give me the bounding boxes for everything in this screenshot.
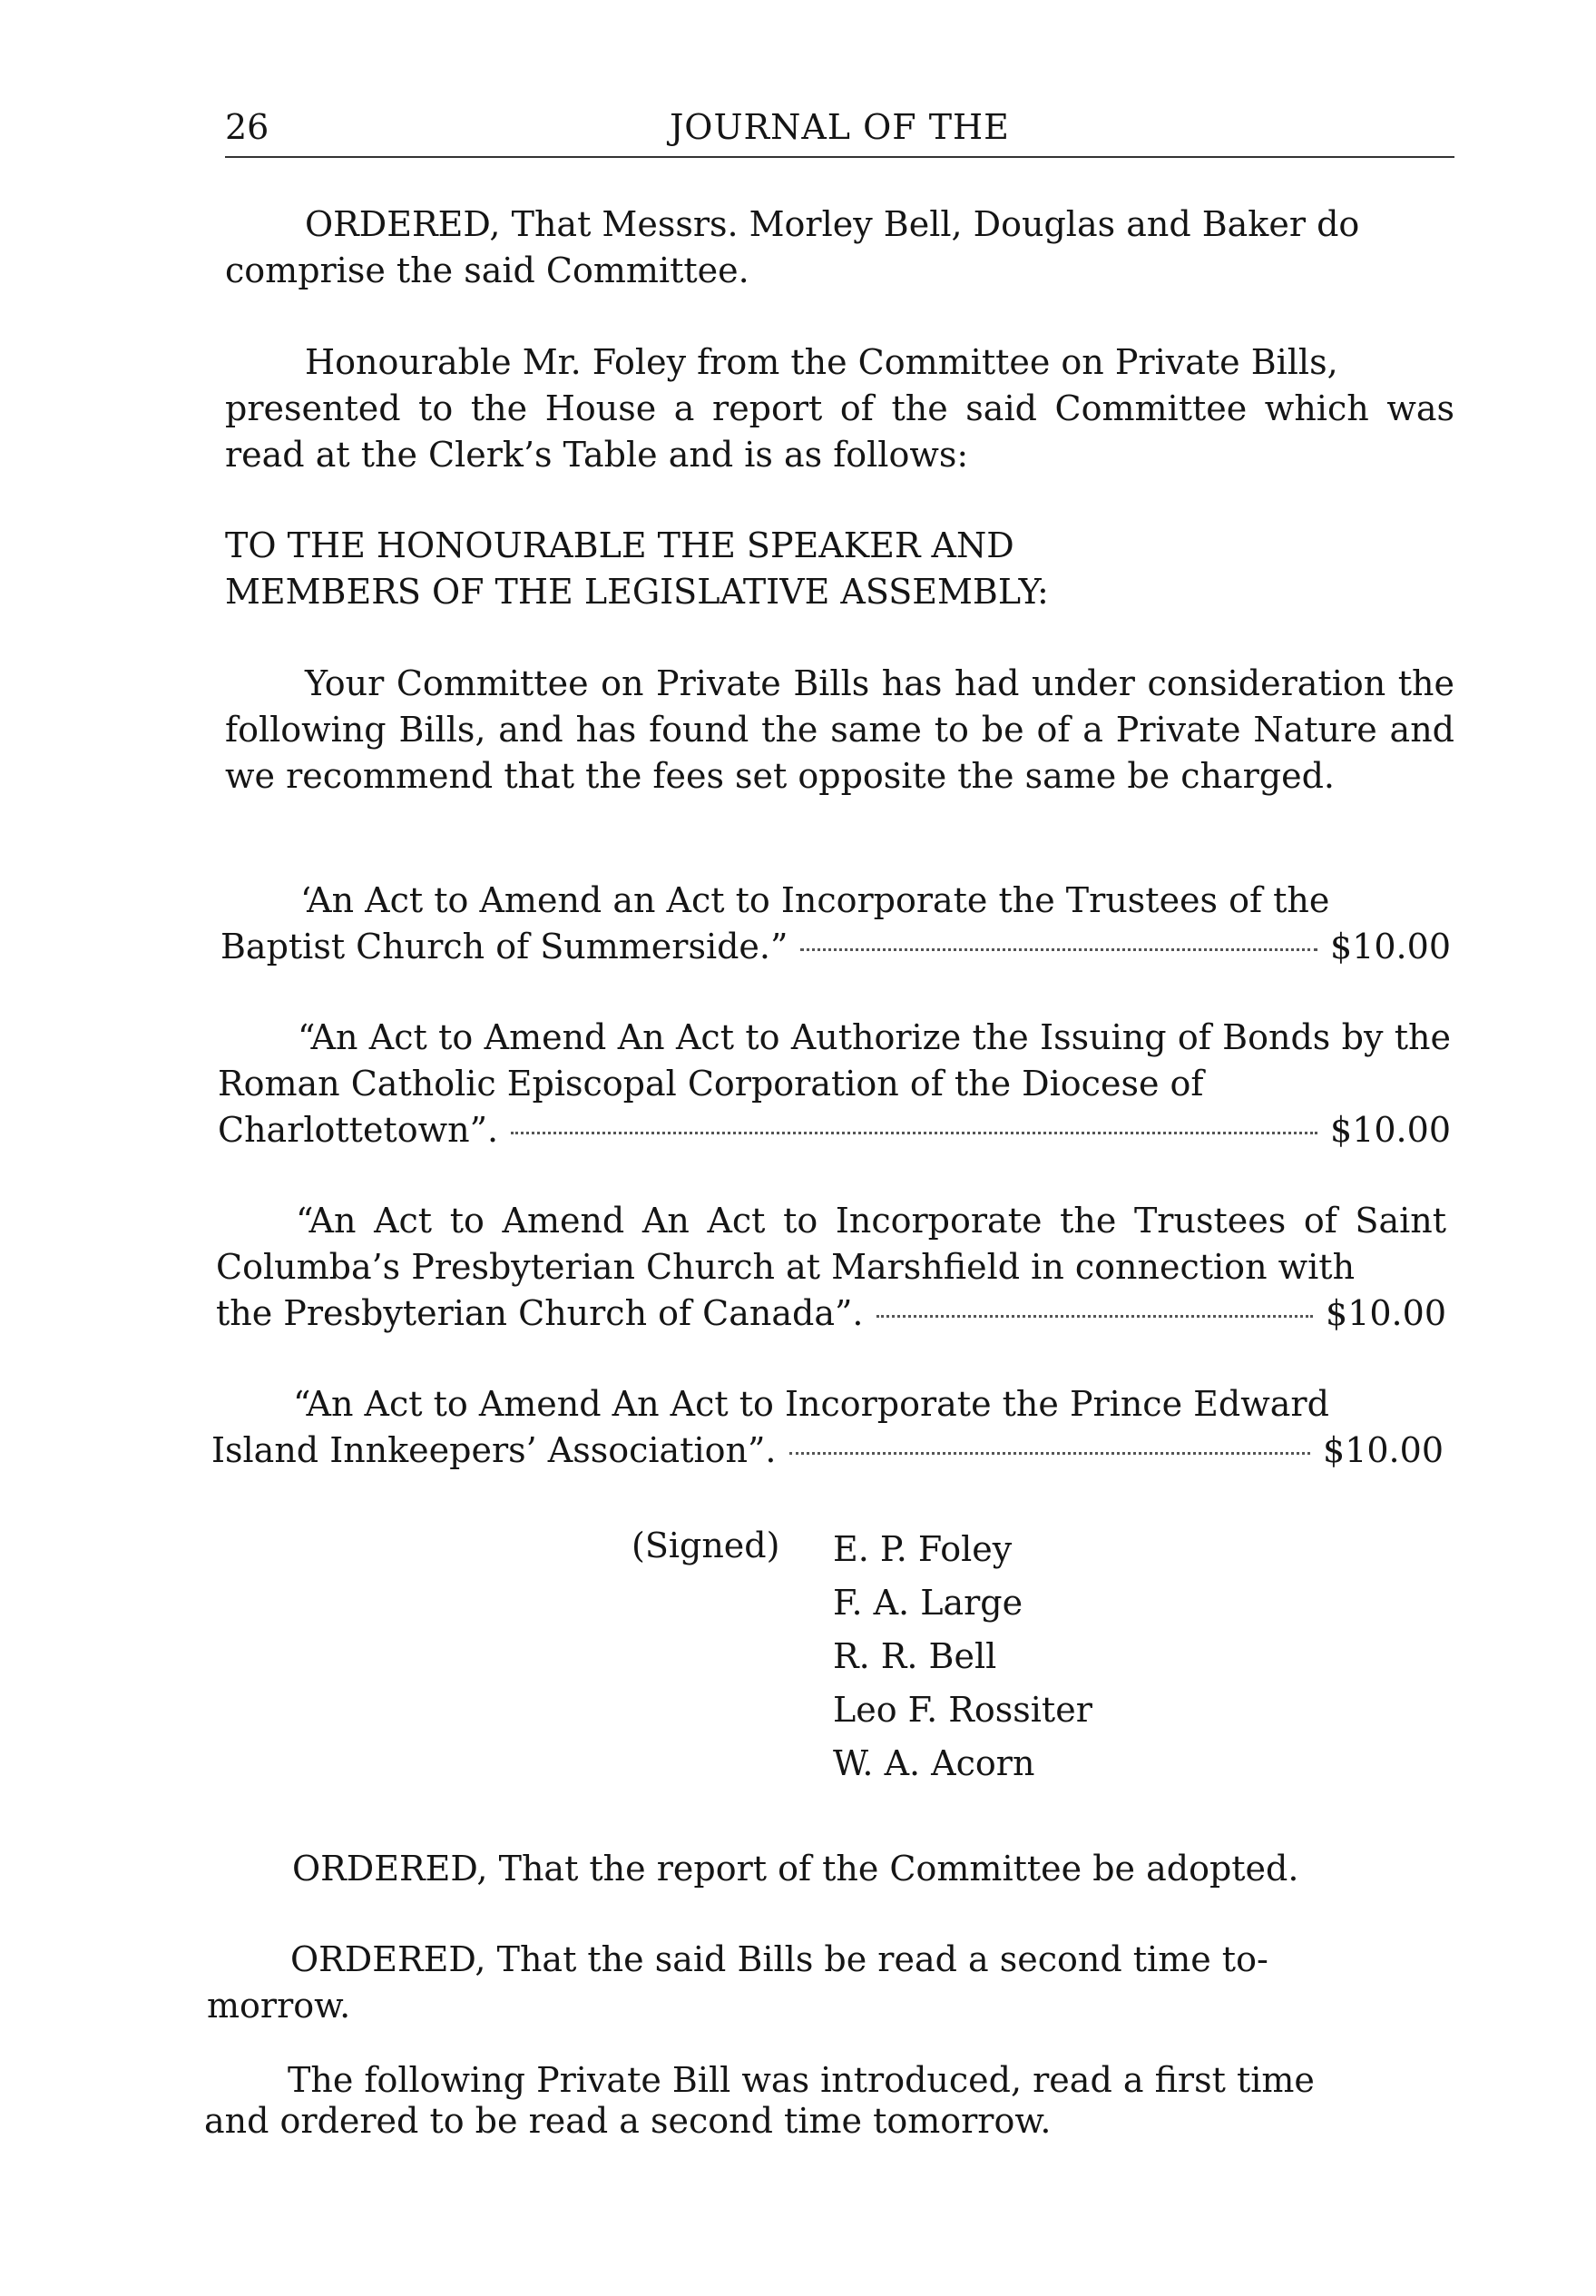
address-heading: [225, 523, 1454, 615]
page-number: 26: [225, 107, 269, 147]
bill-title: “An Act to Amend An Act to Authorize the Issuing of Bonds by the Roman Catholic Episcopal Corporation of the Diocese of: [218, 1017, 1451, 1104]
signatories: [833, 1523, 1092, 1791]
signatory-name: Leo F. Rossiter: [833, 1690, 1092, 1730]
bill-title: ‘An Act to Amend an Act to Incorporate the Trustees of the: [300, 880, 1330, 920]
running-title: JOURNAL OF THE: [670, 107, 1010, 147]
bill-fee: $10.00: [1326, 1293, 1446, 1333]
ordered-committee-paragraph: [225, 201, 1454, 294]
paragraph-line: morrow.: [207, 1986, 351, 2026]
paragraph-line: comprise the said Committee.: [225, 250, 749, 290]
paragraph-line: The following Private Bill was introduced, read a first time: [288, 2060, 1315, 2100]
paragraph-line: Honourable Mr. Foley from the Committee on Private Bills,: [305, 342, 1338, 382]
bill-title: “An Act to Amend An Act to Incorporate the Prince Edward: [293, 1384, 1329, 1424]
address-line: MEMBERS OF THE LEGISLATIVE ASSEMBLY:: [225, 572, 1049, 612]
dot-leader: [511, 1131, 1317, 1134]
bill-title-end: Baptist Church of Summerside.”: [220, 927, 788, 966]
report-paragraph: [225, 661, 1454, 800]
order-second-reading: [207, 1937, 1443, 2029]
paragraph-line: ORDERED, That the said Bills be read a second time to-: [290, 1939, 1268, 1979]
bill-title-end: Charlottetown”.: [218, 1110, 499, 1150]
page-header: [225, 102, 1454, 158]
bill-fee: $10.00: [1330, 1110, 1451, 1150]
bill-entry: [211, 1381, 1444, 1474]
address-line: TO THE HONOURABLE THE SPEAKER AND: [225, 525, 1014, 565]
private-bill-introduced: [204, 2060, 1440, 2142]
bill-entry: [218, 1015, 1451, 1153]
report-text: Your Committee on Private Bills has had under consideration the following Bills, and has found the same to be of a Private Nature and we recommend that the fees set opposite the same be charged.: [225, 663, 1454, 796]
bill-fee: $10.00: [1323, 1430, 1444, 1470]
paragraph-line: and ordered to be read a second time tomorrow.: [204, 2101, 1052, 2141]
order-adopted: [209, 1846, 1443, 1892]
dot-leader: [789, 1451, 1311, 1455]
bill-fee: $10.00: [1330, 927, 1451, 966]
paragraph-text: presented to the House a report of the said Committee which was read at the Clerk’s Table and is as follows:: [225, 388, 1454, 475]
paragraph-line: ORDERED, That the report of the Committee be adopted.: [292, 1849, 1299, 1889]
dot-leader: [876, 1314, 1314, 1318]
bill-title: “An Act to Amend An Act to Incorporate the Trustees of Saint Columba’s Presbyterian Church at Marshfield in connection with: [216, 1201, 1446, 1287]
bill-entry: [220, 878, 1451, 970]
signatory-name: F. A. Large: [833, 1583, 1023, 1623]
dot-leader: [800, 947, 1317, 951]
bill-title-end: Island Innkeepers’ Association”.: [211, 1430, 777, 1470]
paragraph-line: ORDERED, That Messrs. Morley Bell, Douglas and Baker do: [305, 204, 1360, 244]
bill-title-end: the Presbyterian Church of Canada”.: [216, 1293, 864, 1333]
signatory-name: R. R. Bell: [833, 1636, 997, 1676]
bill-entry: [216, 1198, 1446, 1337]
signed-label: (Signed): [632, 1526, 780, 1565]
signatory-name: W. A. Acorn: [833, 1743, 1035, 1783]
foley-report-paragraph: [225, 339, 1454, 478]
signatory-name: E. P. Foley: [833, 1529, 1013, 1569]
